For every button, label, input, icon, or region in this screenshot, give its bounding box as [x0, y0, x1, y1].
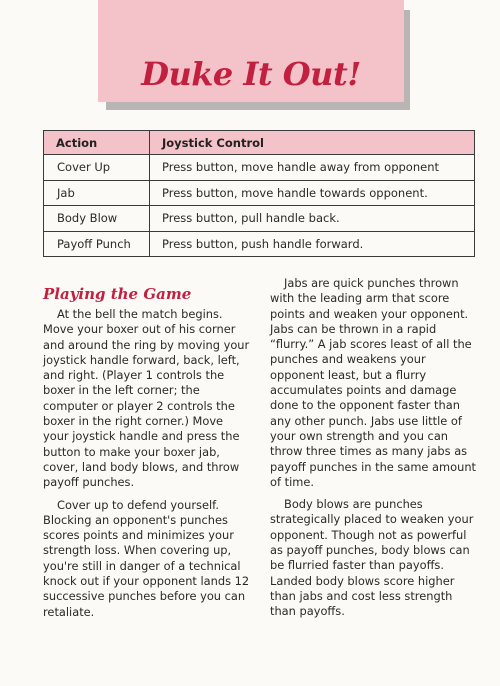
action-cell: Payoff Punch — [44, 231, 150, 257]
title-box — [98, 0, 404, 102]
action-cell: Jab — [44, 180, 150, 206]
table-row — [44, 231, 475, 257]
paragraph: Body blows are punches strategically placed to weaken your opponent. Though not as powerful as payoff punches, body blows can be flurried faster than payoffs. Landed body blows score higher than jabs and cost less strength than payoffs. — [270, 497, 474, 619]
left-text-column — [43, 284, 251, 627]
paragraph: Cover up to defend yourself. Blocking an opponent's punches scores points and minimizes your strength loss. When covering up, you're still in danger of a technical knock out if your opponent lands 12 successive punches before you can retaliate. — [43, 497, 250, 619]
page-title: Duke It Out! — [141, 55, 361, 93]
right-text-column — [270, 276, 478, 627]
paragraph: At the bell the match begins. Move your boxer out of his corner and around the ring by moving your joystick handle forward, back, left, and right. (Player 1 controls the boxer in the left corner; the computer or player 2 controls the boxer in the right corner.) Move your joystick handle and press the button to make your boxer jab, cover, land body blows, and throw payoff punches. — [43, 307, 250, 490]
joystick-controls-table — [43, 130, 475, 257]
control-cell: Press button, move handle away from opponent — [150, 155, 475, 181]
paragraph: Jabs are quick punches thrown with the leading arm that score points and weaken your opponent. Jabs can be thrown in a rapid “flurry.” A jab scores least of all the punches and weakens your opponent least, but a flurry accumulates points and damage done to the opponent faster than any other punch. Jabs use little of your own strength and you can throw three times as many jabs as payoff punches in the same amount of time. — [270, 276, 477, 489]
table-header-row — [44, 131, 475, 155]
control-cell: Press button, move handle towards opponent. — [150, 180, 475, 206]
column-header-action: Action — [44, 131, 150, 155]
control-cell: Press button, push handle forward. — [150, 231, 475, 257]
action-cell: Cover Up — [44, 155, 150, 181]
table-row — [44, 180, 475, 206]
column-header-joystick-control: Joystick Control — [150, 131, 475, 155]
control-cell: Press button, pull handle back. — [150, 206, 475, 232]
section-heading: Playing the Game — [43, 285, 192, 303]
table-row — [44, 206, 475, 232]
table-row — [44, 155, 475, 181]
action-cell: Body Blow — [44, 206, 150, 232]
